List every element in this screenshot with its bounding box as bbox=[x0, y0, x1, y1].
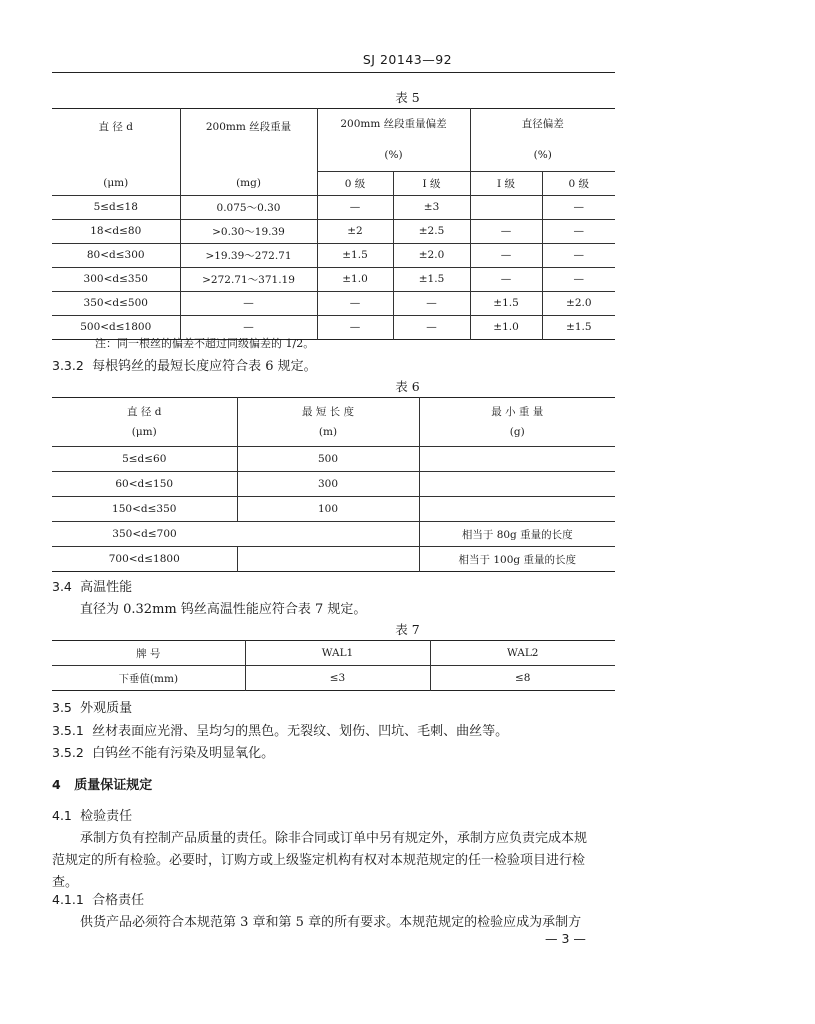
t5-head-diam-dev: 直径偏差 bbox=[470, 109, 615, 139]
t6-diam-unit: (μm) bbox=[131, 426, 157, 438]
table5 bbox=[52, 108, 615, 340]
table-cell: >19.39～272.71 bbox=[180, 243, 317, 267]
table-cell: — bbox=[542, 243, 615, 267]
table-cell: ±1.0 bbox=[317, 267, 393, 291]
table-cell bbox=[419, 447, 615, 472]
table-cell: — bbox=[317, 195, 393, 219]
table-cell: ±3 bbox=[393, 195, 470, 219]
table-cell: ±2.0 bbox=[393, 243, 470, 267]
table-cell: 0.075～0.30 bbox=[180, 195, 317, 219]
t5-grade-1b: I 级 bbox=[470, 171, 542, 195]
t5-grade-1: I 级 bbox=[393, 171, 470, 195]
table-cell: — bbox=[393, 291, 470, 315]
table6-caption: 表 6 bbox=[395, 379, 420, 394]
table-cell: 80<d≤300 bbox=[52, 243, 180, 267]
section-number: 3.5 bbox=[52, 700, 72, 715]
table-cell: 18<d≤80 bbox=[52, 219, 180, 243]
table-cell: ±2 bbox=[317, 219, 393, 243]
section-number: 3.5.1 bbox=[52, 723, 84, 738]
section-title: 合格责任 bbox=[92, 893, 145, 908]
t6-wt-unit: (g) bbox=[509, 426, 525, 438]
section-text: 每根钨丝的最短长度应符合表 6 规定。 bbox=[92, 359, 317, 374]
table-cell: ±1.5 bbox=[317, 243, 393, 267]
paragraph-line: 供货产品必须符合本规范第 3 章和第 5 章的所有要求。本规范规定的检验应成为承制方 bbox=[80, 915, 582, 930]
t5-head-diameter-unit: (μm) bbox=[52, 171, 180, 195]
table-cell: 700<d≤1800 bbox=[52, 547, 237, 572]
table-cell: — bbox=[317, 291, 393, 315]
t7-head-brand: 牌 号 bbox=[136, 647, 161, 660]
section-text: 白钨丝不能有污染及明显氧化。 bbox=[92, 746, 275, 761]
t5-head-weight: 200mm 丝段重量 bbox=[180, 109, 317, 172]
table-cell: — bbox=[317, 315, 393, 339]
table-cell bbox=[237, 547, 419, 572]
section-number: 4 bbox=[52, 777, 61, 792]
table-cell: — bbox=[542, 267, 615, 291]
section-text: 丝材表面应光滑、呈均匀的黑色。无裂纹、划伤、凹坑、毛刺、曲丝等。 bbox=[92, 724, 509, 739]
t6-diam-label: 直 径 d bbox=[127, 406, 162, 418]
table-cell bbox=[470, 195, 542, 219]
t6-len-unit: (m) bbox=[318, 426, 338, 438]
table-cell: 相当于 80g 重量的长度 bbox=[419, 522, 615, 547]
section-number: 3.5.2 bbox=[52, 745, 84, 760]
table6 bbox=[52, 397, 615, 572]
table-cell: ≤8 bbox=[430, 666, 615, 691]
paragraph-line: 承制方负有控制产品质量的责任。除非合同或订单中另有规定外，承制方应负责完成本规 bbox=[80, 831, 588, 846]
section-title: 检验责任 bbox=[80, 809, 133, 824]
table-cell: 5≤d≤18 bbox=[93, 201, 138, 213]
table-cell: 5≤d≤60 bbox=[52, 447, 237, 472]
table5-caption: 表 5 bbox=[395, 90, 420, 105]
table-cell: ±1.5 bbox=[393, 267, 470, 291]
table-cell: 300 bbox=[237, 472, 419, 497]
t5-grade-0: 0 级 bbox=[317, 171, 393, 195]
table-cell: ±2.5 bbox=[393, 219, 470, 243]
table-cell: — bbox=[542, 219, 615, 243]
document-code: SJ 20143—92 bbox=[362, 52, 453, 67]
table-cell: 150<d≤350 bbox=[52, 497, 237, 522]
table-cell: ±1.5 bbox=[542, 315, 615, 339]
table-cell: ±1.0 bbox=[470, 315, 542, 339]
table-cell: — bbox=[470, 219, 542, 243]
section-number: 3.3.2 bbox=[52, 358, 84, 373]
t5-head-diameter: 直 径 d bbox=[98, 121, 133, 133]
table-cell: 60<d≤150 bbox=[52, 472, 237, 497]
table-cell: 相当于 100g 重量的长度 bbox=[419, 547, 615, 572]
header-rule bbox=[52, 72, 615, 73]
table-cell: >0.30～19.39 bbox=[180, 219, 317, 243]
table-cell: — bbox=[180, 291, 317, 315]
t5-head-weight-unit: (mg) bbox=[180, 171, 317, 195]
t5-grade-0b: 0 级 bbox=[542, 171, 615, 195]
table-cell: — bbox=[542, 195, 615, 219]
table-cell: — bbox=[470, 243, 542, 267]
t7-row-label: 下垂值(mm) bbox=[52, 666, 245, 691]
section-text: 直径为 0.32mm 钨丝高温性能应符合表 7 规定。 bbox=[80, 602, 367, 617]
table-cell bbox=[237, 522, 419, 547]
table-cell bbox=[419, 472, 615, 497]
paragraph-line: 范规定的所有检验。必要时，订购方或上级鉴定机构有权对本规范规定的任一检验项目进行检 bbox=[52, 853, 586, 868]
table-cell: 500 bbox=[237, 447, 419, 472]
table-cell: 100 bbox=[237, 497, 419, 522]
table-cell bbox=[419, 497, 615, 522]
section-number: 3.4 bbox=[52, 579, 72, 594]
table7 bbox=[52, 640, 615, 691]
table-cell: — bbox=[180, 315, 317, 339]
t6-len-label: 最 短 长 度 bbox=[301, 406, 354, 418]
t6-head-length bbox=[237, 398, 419, 447]
t7-head-wal2: WAL2 bbox=[430, 641, 615, 666]
section-title: 质量保证规定 bbox=[74, 778, 153, 793]
section-title: 高温性能 bbox=[80, 580, 133, 595]
table7-caption: 表 7 bbox=[395, 622, 420, 637]
paragraph-line: 查。 bbox=[52, 875, 79, 890]
section-number: 4.1 bbox=[52, 808, 72, 823]
t5-head-weight-dev-unit: (%) bbox=[317, 139, 470, 171]
table-cell: 500<d≤1800 bbox=[52, 315, 180, 339]
t6-wt-label: 最 小 重 量 bbox=[491, 406, 544, 418]
table-cell: 350<d≤700 bbox=[52, 522, 237, 547]
table-cell: 350<d≤500 bbox=[52, 291, 180, 315]
t7-head-wal1: WAL1 bbox=[245, 641, 430, 666]
table-cell: ≤3 bbox=[245, 666, 430, 691]
t5-head-diam-dev-unit: (%) bbox=[470, 139, 615, 171]
t6-head-diameter bbox=[52, 398, 237, 447]
t6-head-weight bbox=[419, 398, 615, 447]
table-cell: — bbox=[393, 315, 470, 339]
section-number: 4.1.1 bbox=[52, 892, 84, 907]
table-cell: >272.71～371.19 bbox=[180, 267, 317, 291]
table5-note: 注：同一根丝的偏差不超过同级偏差的 1/2。 bbox=[95, 337, 315, 350]
page-number: — 3 — bbox=[545, 931, 586, 946]
t5-head-weight-dev: 200mm 丝段重量偏差 bbox=[317, 109, 470, 139]
table-cell: ±2.0 bbox=[542, 291, 615, 315]
section-title: 外观质量 bbox=[80, 701, 133, 716]
table-cell: — bbox=[470, 267, 542, 291]
table-cell: ±1.5 bbox=[470, 291, 542, 315]
table-cell: 300<d≤350 bbox=[52, 267, 180, 291]
